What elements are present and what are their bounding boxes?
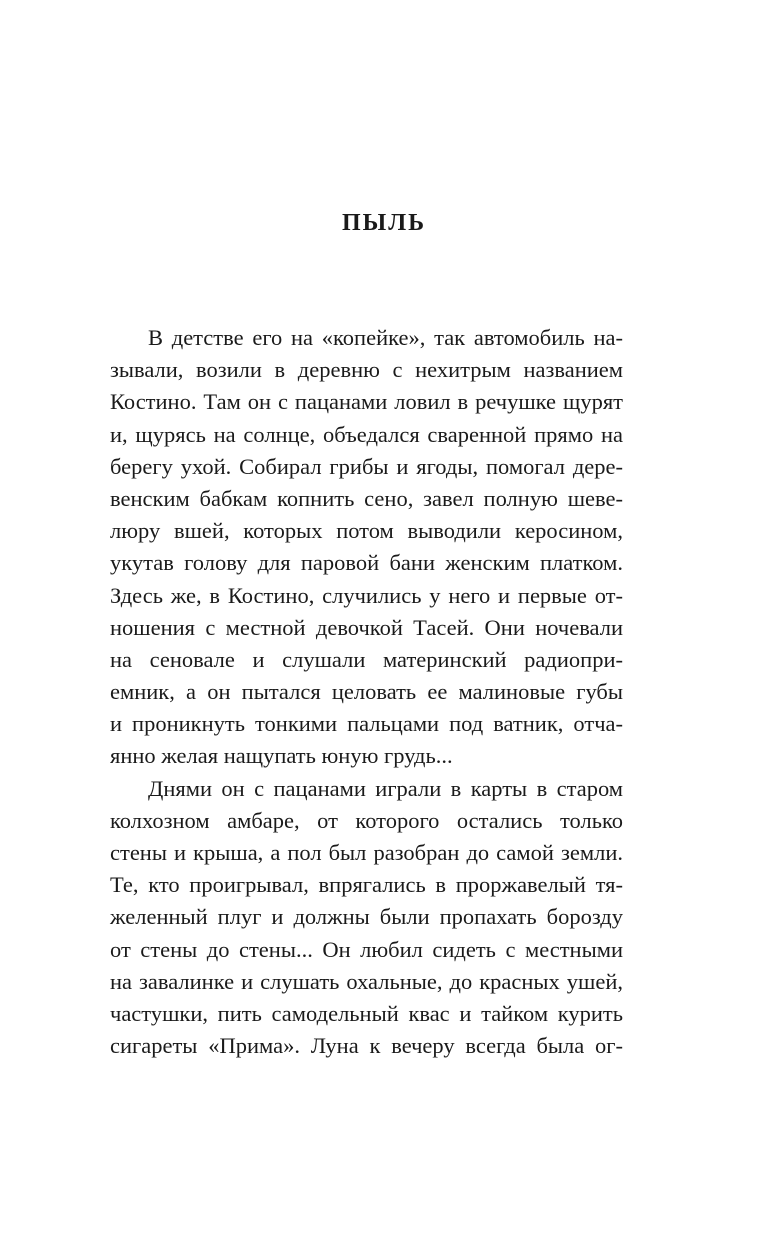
text-line: и, щурясь на солнце, объедался сваренной прямо на xyxy=(110,421,623,447)
text-line: Днями он с пацанами играли в карты в старом xyxy=(148,775,623,801)
body-text xyxy=(110,322,623,1062)
text-line: и проникнуть тонкими пальцами под ватник, отча- xyxy=(110,711,623,737)
text-line: желенный плуг и должны были пропахать борозду xyxy=(110,904,623,930)
text-line: берегу ухой. Собирал грибы и ягоды, помогал дере- xyxy=(110,453,623,479)
text-line: янно желая нащупать юную грудь... xyxy=(110,743,453,769)
text-line: колхозном амбаре, от которого остались только xyxy=(110,807,623,833)
text-line: частушки, пить самодельный квас и тайком курить xyxy=(110,1000,623,1026)
text-line: В детстве его на «копейке», так автомобиль на- xyxy=(148,325,623,350)
text-line: зывали, возили в деревню с нехитрым названием xyxy=(110,357,623,383)
text-line: емник, а он пытался целовать ее малиновые губы xyxy=(110,679,623,705)
text-line: Те, кто проигрывал, впрягались в проржавелый тя- xyxy=(110,872,623,898)
text-line: Костино. Там он с пацанами ловил в речушке щурят xyxy=(110,389,623,415)
text-line: укутав голову для паровой бани женским платком. xyxy=(110,550,623,576)
text-line: венским бабкам копнить сено, завел полную шеве- xyxy=(110,485,623,511)
text-line: ношения с местной девочкой Тасей. Они ночевали xyxy=(110,614,623,640)
text-line: стены и крыша, а пол был разобран до самой земли. xyxy=(110,840,623,865)
text-line: сигареты «Прима». Луна к вечеру всегда была ог- xyxy=(110,1033,623,1059)
text-line: от стены до стены... Он любил сидеть с местными xyxy=(110,936,623,962)
chapter-title: ПЫЛЬ xyxy=(342,210,426,236)
text-line: люру вшей, которых потом выводили керосином, xyxy=(110,518,623,544)
text-line: на завалинке и слушать охальные, до красных ушей, xyxy=(110,968,623,994)
text-line: Здесь же, в Костино, случились у него и первые от- xyxy=(110,582,623,608)
text-line: на сеновале и слушали материнский радиопри- xyxy=(110,646,623,672)
